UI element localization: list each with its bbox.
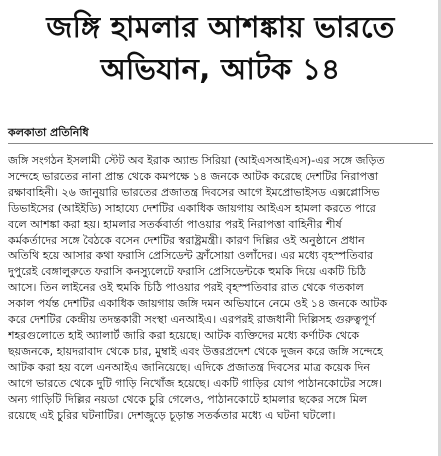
body-line: ডিভাইসের (আইইডি) সাহায্যে দেশটির একাধিক জায়গায় আইএস হামলা করতে পারে	[8, 201, 376, 215]
body-line: অতিথি হয়ে আসার কথা ফরাসি প্রেসিডেন্ট ফ্রাঁসোয়া ওলাঁদের। এর মধ্যে বৃহস্পতিবার	[8, 249, 374, 263]
body-line: আসে। তিন লাইনের ওই হুমকি চিঠি পাওয়ার পরই বৃহস্পতিবার রাত থেকে গতকাল	[8, 281, 364, 295]
body-line: কর্মকর্তাদের সঙ্গে বৈঠকে বসেন দেশটির স্বরাষ্ট্রমন্ত্রী। কারণ দিল্লির ওই অনুষ্ঠানে প্রধান	[8, 233, 365, 247]
divider	[8, 143, 433, 144]
body-line: রক্ষাবাহিনী। ২৬ জানুয়ারি ভারতের প্রজাতন্ত্র দিবসের আগে ইমপ্রোভাইসড এক্সপ্লোসিভ	[8, 185, 380, 199]
body-line: আটক করা হয় বলে এনআইএ জানিয়েছে। এদিকে প্রজাতন্ত্র দিবসের মাত্র কয়েক দিন	[8, 360, 370, 374]
body-line: রয়েছে এই চুরির ঘটনাটির। দেশজুড়ে চূড়ান্ত সতর্কতার মধ্যে এ ঘটনা ঘটলো।	[8, 408, 336, 422]
body-line: আগে ভারতে থেকে দুটি গাড়ি নিখোঁজ হয়েছে। একটি গাড়ির যোগ পাঠানকোটের সঙ্গে।	[8, 376, 382, 390]
body-line: করে দেশটির কেন্দ্রীয় তদন্তকারী সংস্থা এনআইএ। এরপরই রাজধানী দিল্লিসহ গুরুত্বপূর্ণ	[8, 313, 376, 327]
body-line: জঙ্গি সংগঠন ইসলামী স্টেট অব ইরাক অ্যান্ড সিরিয়া (আইএসআইএস)-এর সঙ্গে জড়িত	[8, 154, 385, 167]
byline: কলকাতা প্রতিনিধি	[8, 126, 89, 139]
article-body	[8, 153, 433, 423]
body-line: সকাল পর্যন্ত দেশটির একাধিক জায়গায় জঙ্গি দমন অভিযানে নেমে ওই ১৪ জনকে আটক	[8, 297, 388, 311]
headline	[0, 0, 441, 90]
body-line: সন্দেহে ভারতের নানা প্রান্ত থেকে কমপক্ষে ১৪ জনকে আটক করেছে দেশটির নিরাপত্তা	[8, 169, 379, 183]
body-line: দুপুরেই বেঙ্গালুরুতে ফরাসি কনস্যুলেটে ফরাসি প্রেসিডেন্টকে হুমকি দিয়ে একটি চিঠি	[8, 265, 366, 279]
body-line: অন্য গাড়িটি দিল্লির নয়ডা থেকে চুরি গেলেও, পাঠানকোটে হামলার ছকের সঙ্গে মিল	[8, 392, 368, 406]
headline-line-2: অভিযান, আটক ১৪	[100, 52, 341, 86]
body-line: ছয়জনকে, হায়দরাবাদ থেকে চার, মুম্বাই এবং উত্তরপ্রদেশ থেকে দুজন করে জঙ্গি সন্দেহে	[8, 344, 383, 358]
body-line: শহরগুলোতে হাই অ্যালার্ট জারি করা হয়েছে। আটক ব্যক্তিদের মধ্যে কর্ণাটক থেকে	[8, 328, 360, 342]
body-line: বলে আশঙ্কা করা হয়। হামলার সতর্কবার্তা পাওয়ার পরই নিরাপত্তা বাহিনীর শীর্ষ	[8, 217, 342, 231]
headline-line-1: জঙ্গি হামলার আশঙ্কায় ভারতে	[46, 10, 395, 44]
